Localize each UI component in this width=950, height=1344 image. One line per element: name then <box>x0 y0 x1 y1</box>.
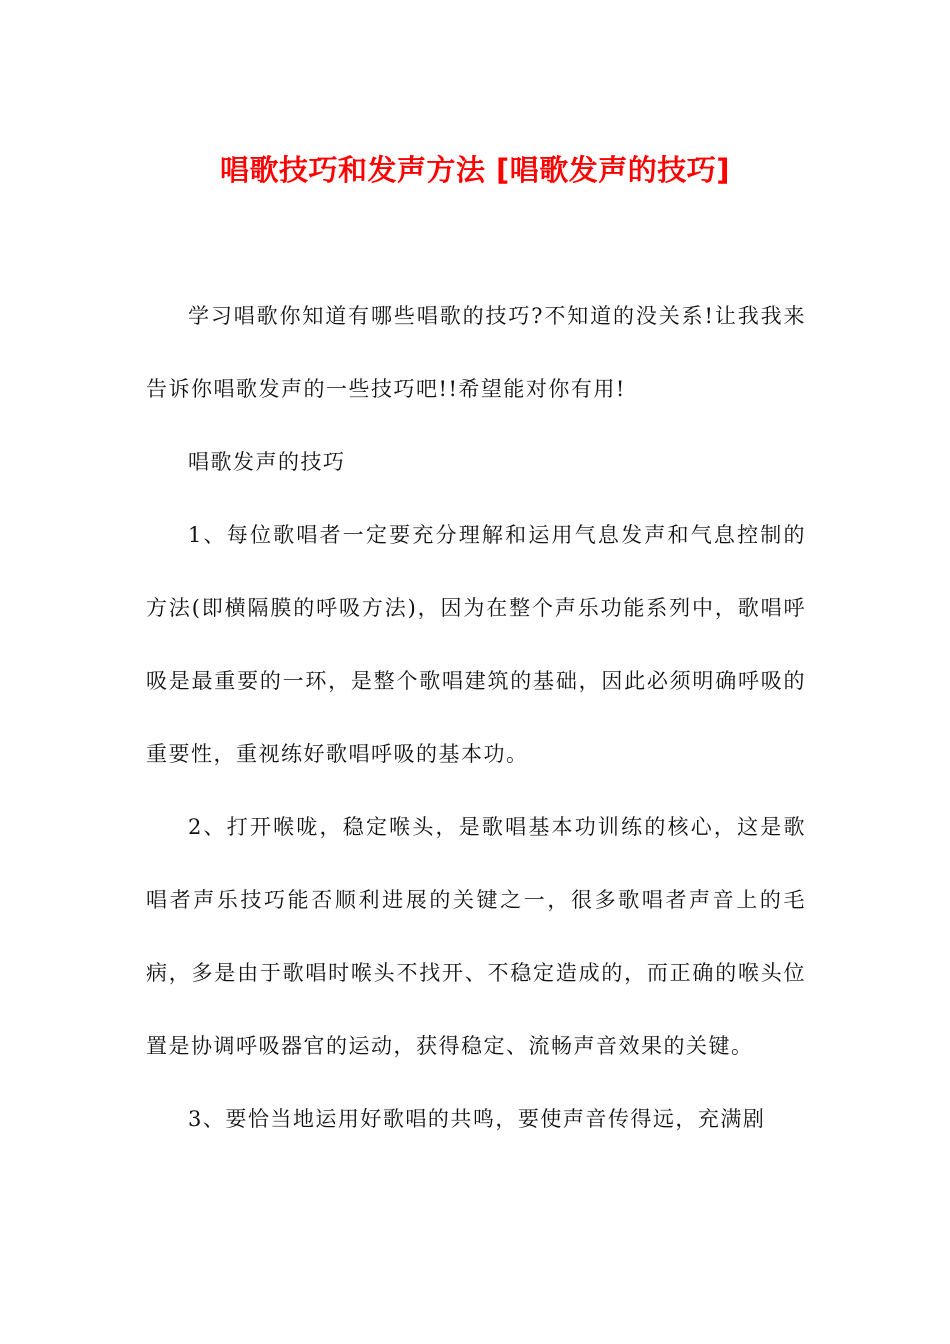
paragraph-intro: 学习唱歌你知道有哪些唱歌的技巧?不知道的没关系!让我我来告诉你唱歌发声的一些技巧吧!!希望能对你有用! <box>146 304 806 401</box>
document-title: 唱歌技巧和发声方法 [唱歌发声的技巧] <box>219 153 731 187</box>
paragraph-tip-3: 3、要恰当地运用好歌唱的共鸣，要使声音传得远，充满剧 <box>188 1107 766 1131</box>
paragraph-section-heading: 唱歌发声的技巧 <box>188 450 346 474</box>
document-body <box>146 280 806 1156</box>
paragraph-tip-1: 1、每位歌唱者一定要充分理解和运用气息发声和气息控制的方法(即横隔膜的呼吸方法)，因为在整个声乐功能系列中，歌唱呼吸是最重要的一环，是整个歌唱建筑的基础，因此必须明确呼吸的重要性，重视练好歌唱呼吸的基本功。 <box>146 523 806 766</box>
paragraph-tip-2: 2、打开喉咙，稳定喉头，是歌唱基本功训练的核心，这是歌唱者声乐技巧能否顺利进展的关键之一，很多歌唱者声音上的毛病，多是由于歌唱时喉头不找开、不稳定造成的，而正确的喉头位置是协调呼吸器官的运动，获得稳定、流畅声音效果的关键。 <box>146 815 806 1058</box>
